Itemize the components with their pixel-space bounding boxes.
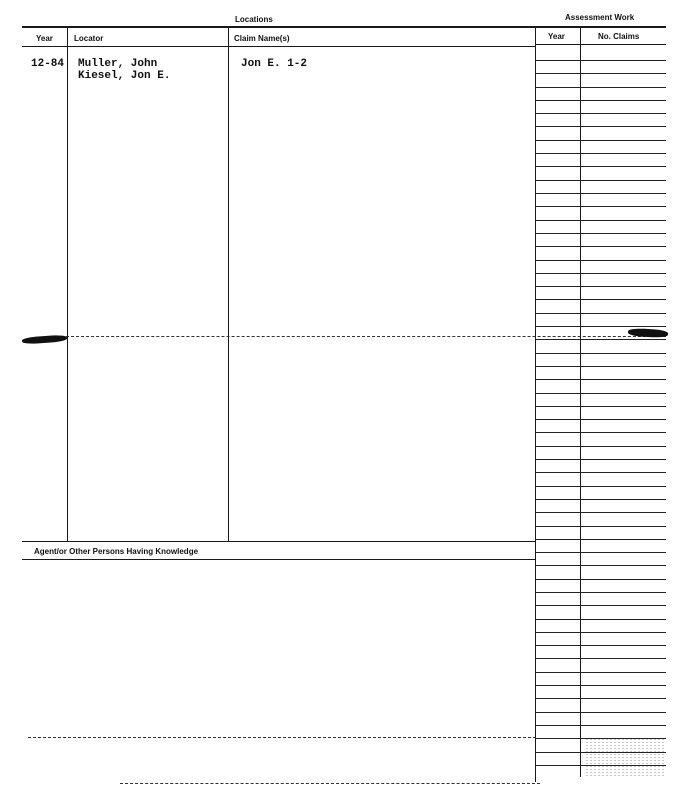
assessment-row-line — [536, 246, 666, 247]
assessment-row-line — [536, 645, 666, 646]
agent-lower-dashed-line — [28, 737, 536, 738]
claim-names-column-header: Claim Name(s) — [234, 34, 290, 43]
assessment-row-line — [536, 299, 666, 300]
assessment-row-line — [536, 552, 666, 553]
assessment-row-line — [536, 712, 666, 713]
assessment-row-line — [536, 486, 666, 487]
assessment-row-line — [536, 672, 666, 673]
year-locator-divider — [67, 27, 68, 541]
bottom-dashed-line — [120, 783, 540, 784]
agent-header: Agent/or Other Persons Having Knowledge — [34, 547, 199, 556]
assessment-row-line — [536, 459, 666, 460]
assessment-row-line — [536, 73, 666, 74]
entry-claim-names: Jon E. 1-2 — [241, 58, 308, 70]
assessment-row-line — [536, 393, 666, 394]
no-claims-column-header: No. Claims — [598, 32, 640, 41]
assessment-row-line — [536, 698, 666, 699]
entry-year: 12-84 — [31, 58, 65, 70]
assessment-row-line — [536, 286, 666, 287]
assessment-work-header: Assessment Work — [565, 13, 635, 22]
assessment-row-line — [536, 605, 666, 606]
assessment-row-line — [536, 153, 666, 154]
agent-top-rule — [22, 541, 536, 542]
assessment-row-line — [536, 220, 666, 221]
assessment-row-line — [536, 579, 666, 580]
locator-column-header: Locator — [74, 34, 104, 43]
assessment-row-line — [536, 87, 666, 88]
assessment-row-line — [536, 260, 666, 261]
assessment-row-line — [536, 432, 666, 433]
assessment-row-line — [536, 592, 666, 593]
agent-bottom-rule — [22, 559, 536, 560]
assessment-row-line — [536, 619, 666, 620]
year-column-header: Year — [36, 34, 53, 43]
assessment-row-line — [536, 140, 666, 141]
assessment-row-line — [536, 685, 666, 686]
locator-claim-divider — [228, 27, 229, 541]
assessment-year-column-header: Year — [548, 32, 565, 41]
aw-header-bottom-rule — [536, 44, 666, 45]
entry-locator-2: Kiesel, Jon E. — [78, 70, 171, 82]
assessment-row-line — [536, 632, 666, 633]
header-bottom-rule — [22, 46, 536, 47]
assessment-row-line — [536, 526, 666, 527]
assessment-row-line — [536, 339, 666, 340]
assessment-row-line — [536, 60, 666, 61]
assessment-row-line — [536, 512, 666, 513]
assessment-row-line — [536, 446, 666, 447]
locations-header: Locations — [235, 15, 273, 24]
entry-locator-1: Muller, John — [78, 58, 158, 70]
assessment-row-line — [536, 406, 666, 407]
assessment-row-line — [536, 126, 666, 127]
assessment-row-line — [536, 539, 666, 540]
assessment-row-line — [536, 379, 666, 380]
assessment-row-line — [536, 353, 666, 354]
top-rule — [22, 26, 666, 28]
assessment-row-line — [536, 313, 666, 314]
assessment-row-line — [536, 166, 666, 167]
assessment-row-line — [536, 725, 666, 726]
left-smudge — [22, 334, 67, 344]
mid-dashed-line — [66, 336, 666, 337]
assessment-row-line — [536, 206, 666, 207]
bottom-right-noise — [585, 738, 665, 778]
assessment-row-line — [536, 419, 666, 420]
assessment-row-line — [536, 499, 666, 500]
assessment-row-line — [536, 100, 666, 101]
assessment-row-line — [536, 472, 666, 473]
assessment-row-line — [536, 366, 666, 367]
assessment-row-line — [536, 658, 666, 659]
assessment-row-line — [536, 180, 666, 181]
assessment-row-line — [536, 273, 666, 274]
assessment-row-line — [536, 233, 666, 234]
assessment-row-line — [536, 565, 666, 566]
assessment-row-line — [536, 326, 666, 327]
assessment-row-line — [536, 193, 666, 194]
assessment-row-line — [536, 113, 666, 114]
